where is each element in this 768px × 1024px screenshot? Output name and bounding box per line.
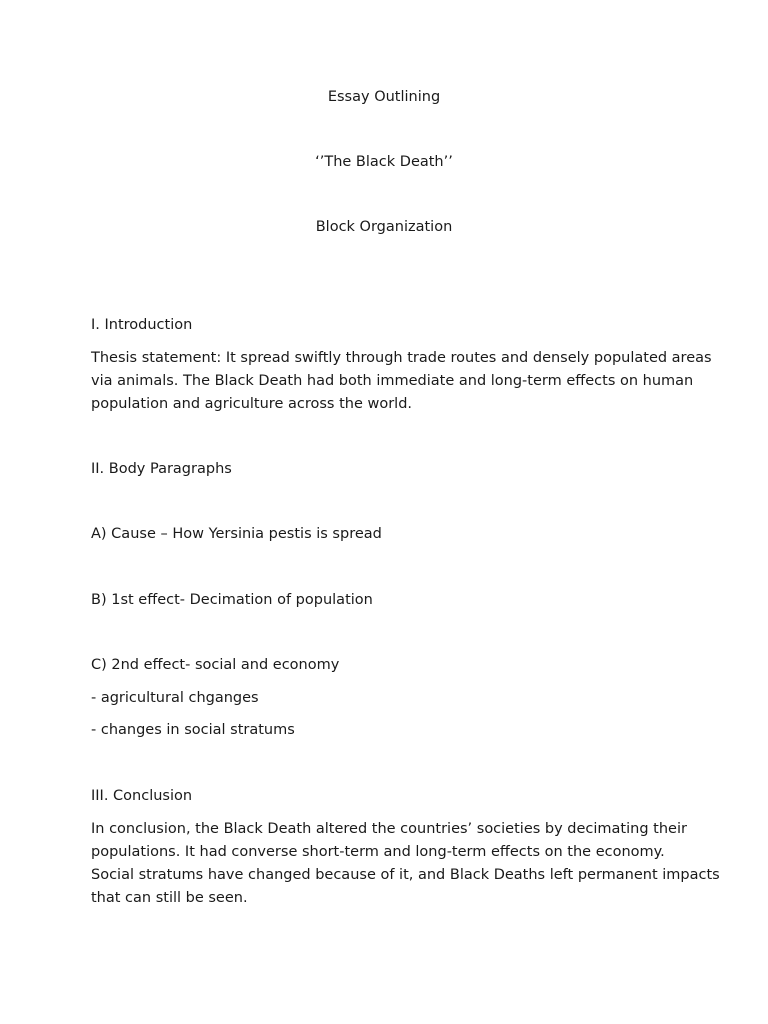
effect1-item: B) 1st effect- Decimation of population (91, 592, 373, 608)
bullet-agricultural: - agricultural chganges (91, 690, 259, 706)
conclusion-line: In conclusion, the Black Death altered the countries’ societies by decimating their (91, 821, 687, 837)
body-heading: II. Body Paragraphs (91, 461, 232, 477)
thesis-line: via animals. The Black Death had both immediate and long-term effects on human (91, 373, 694, 389)
effect2-item: C) 2nd effect- social and economy (91, 657, 340, 673)
thesis-line: Thesis statement: It spread swiftly through trade routes and densely populated areas (91, 350, 712, 366)
organization-label: Block Organization (315, 219, 453, 235)
conclusion-line: populations. It had converse short-term and long-term effects on the economy. (91, 844, 665, 860)
introduction-heading: I. Introduction (91, 317, 193, 333)
document-title: Essay Outlining (327, 89, 441, 105)
conclusion-line: Social stratums have changed because of it, and Black Deaths left permanent impacts (91, 867, 720, 883)
conclusion-line: that can still be seen. (91, 890, 248, 906)
thesis-paragraph (91, 347, 712, 416)
document-subtitle: ‘’The Black Death’’ (315, 154, 453, 170)
bullet-social-stratums: - changes in social stratums (91, 722, 295, 738)
cause-item: A) Cause – How Yersinia pestis is spread (91, 526, 382, 542)
conclusion-heading: III. Conclusion (91, 788, 193, 804)
conclusion-paragraph (91, 818, 720, 910)
thesis-line: population and agriculture across the world. (91, 396, 413, 412)
